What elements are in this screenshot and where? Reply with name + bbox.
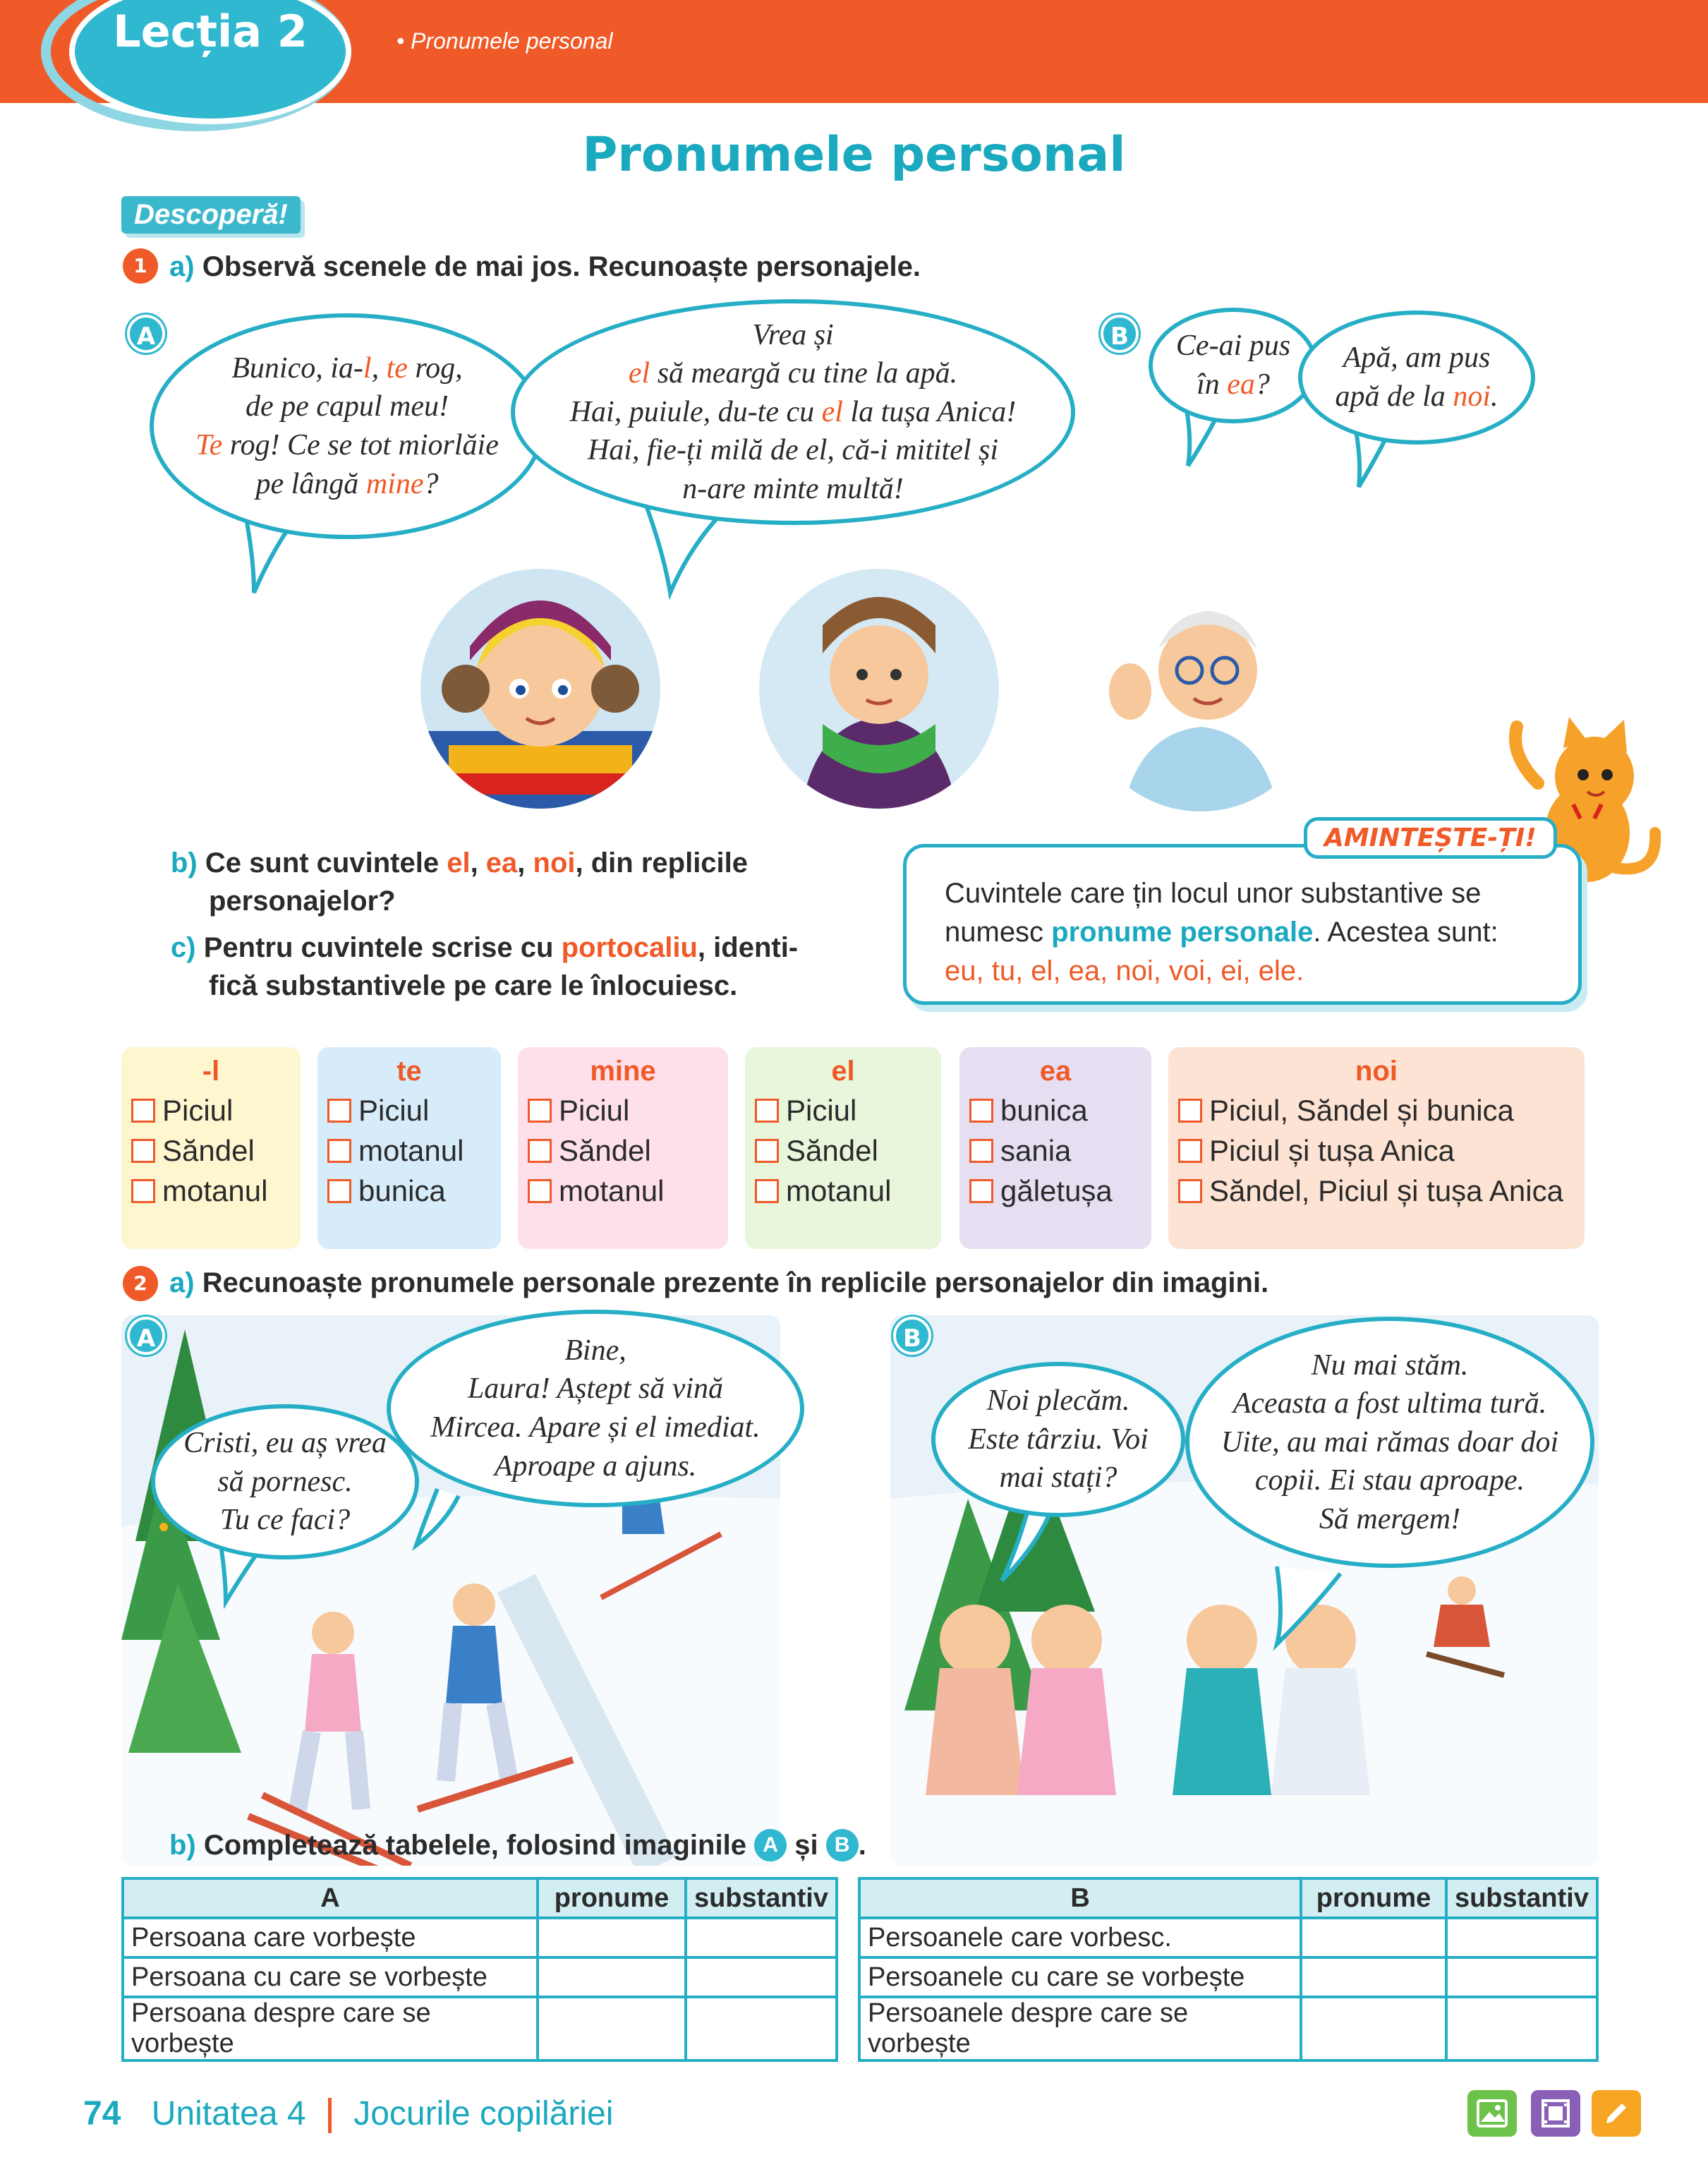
scene-2b-tag: B — [893, 1317, 931, 1355]
option-label: motanul — [162, 1174, 268, 1208]
checkbox[interactable] — [969, 1179, 993, 1203]
speech-bubble-2: Vrea și el să meargă cu tine la apă. Hai, puiule, du-te cu el la tușa Anica! Hai, fie-ți milă de el, că-i mititel și n-are minte multă! — [511, 299, 1075, 525]
exercise-2-number: 2 — [123, 1266, 158, 1301]
option-label: găletușa — [1000, 1174, 1113, 1208]
speech-bubble-b2: Nu mai stăm. Aceasta a fost ultima tură. Uite, au mai rămas doar doi copii. Ei stau aproape. Să mergem! — [1185, 1317, 1594, 1568]
option-item — [969, 1090, 1141, 1130]
option-column — [518, 1047, 728, 1249]
table-b-header-noun: substantiv — [1446, 1878, 1597, 1918]
checkbox[interactable] — [131, 1099, 155, 1123]
scene-b-ref-tag: B — [826, 1829, 859, 1861]
option-item — [528, 1171, 718, 1211]
option-label: Piciul — [358, 1094, 430, 1127]
checkbox[interactable] — [1178, 1179, 1202, 1203]
speech-bubble-3: Ce-ai pus în ea? — [1149, 308, 1318, 423]
option-label: motanul — [559, 1174, 665, 1208]
remember-box: Cuvintele care țin locul unor substantive se numesc pronume personale. Acestea sunt: eu, tu, el, ea, noi, voi, ei, ele. — [903, 844, 1582, 1005]
option-label: Piciul și tușa Anica — [1209, 1134, 1455, 1168]
noun-answer-cell[interactable] — [686, 1918, 837, 1957]
exercise-1b-question: b) Ce sunt cuvintele el, ea, noi, din replicile personajelor? — [171, 847, 749, 917]
checkbox[interactable] — [755, 1179, 779, 1203]
page-number: 74 — [83, 2095, 121, 2132]
film-icon[interactable] — [1531, 2090, 1580, 2137]
option-column — [959, 1047, 1151, 1249]
discover-tag: Descoperă! — [121, 196, 301, 234]
option-column-head: te — [396, 1056, 422, 1087]
table-row: Persoana care vorbește — [123, 1918, 837, 1957]
option-item — [755, 1130, 931, 1171]
option-item — [131, 1130, 291, 1171]
table-b-header-pronoun: pronume — [1301, 1878, 1446, 1918]
pronoun-answer-cell[interactable] — [1301, 1997, 1446, 2060]
table-b-header-label: B — [859, 1878, 1301, 1918]
checkbox[interactable] — [131, 1179, 155, 1203]
option-label: Piciul — [162, 1094, 234, 1127]
option-item — [327, 1171, 491, 1211]
option-column-head: -l — [202, 1056, 220, 1087]
answer-table-b — [858, 1877, 1599, 2062]
option-item — [327, 1090, 491, 1130]
table-row: Persoanele cu care se vorbește — [859, 1957, 1597, 1997]
checkbox[interactable] — [327, 1179, 351, 1203]
noun-answer-cell[interactable] — [1446, 1957, 1597, 1997]
option-label: Săndel — [559, 1134, 651, 1168]
table-row: Persoana cu care se vorbește — [123, 1957, 837, 1997]
pronoun-answer-cell[interactable] — [538, 1997, 686, 2060]
scene-a-tag: A — [127, 315, 165, 353]
option-item — [969, 1130, 1141, 1171]
option-item — [755, 1090, 931, 1130]
scene-a-ref-tag: A — [754, 1829, 787, 1861]
boy-portrait-image — [420, 569, 660, 809]
pronoun-answer-cell[interactable] — [538, 1957, 686, 1997]
option-item — [131, 1171, 291, 1211]
scene-2a-tag: A — [127, 1317, 165, 1355]
option-item — [1178, 1130, 1575, 1171]
noun-answer-cell[interactable] — [686, 1997, 837, 2060]
checkbox[interactable] — [969, 1099, 993, 1123]
option-label: Piciul — [559, 1094, 630, 1127]
table-row: Persoanele care vorbesc. — [859, 1918, 1597, 1957]
option-label: Piciul — [786, 1094, 857, 1127]
option-label: bunica — [1000, 1094, 1088, 1127]
speech-bubble-4: Apă, am pus apă de la noi. — [1298, 310, 1535, 445]
answer-table-a — [121, 1877, 838, 2062]
image-icon[interactable] — [1467, 2090, 1517, 2137]
speech-bubble-a1: Cristi, eu aș vrea să pornesc. Tu ce faci? — [151, 1404, 419, 1559]
checkbox[interactable] — [969, 1139, 993, 1163]
option-column — [1168, 1047, 1585, 1249]
option-label: bunica — [358, 1174, 446, 1208]
speech-bubble-a2: Bine, Laura! Aștept să vină Mircea. Apare și el imediat. Aproape a ajuns. — [387, 1310, 804, 1507]
noun-answer-cell[interactable] — [1446, 1997, 1597, 2060]
speech-bubble-1: Bunico, ia-l, te rog, de pe capul meu! Te rog! Ce se tot miorlăie pe lângă mine? — [150, 313, 545, 539]
speech-bubble-b1: Noi plecăm. Este târziu. Voi mai stați? — [931, 1362, 1185, 1517]
option-item — [528, 1090, 718, 1130]
option-item — [1178, 1090, 1575, 1130]
option-column — [121, 1047, 301, 1249]
option-item — [969, 1171, 1141, 1211]
option-column — [317, 1047, 501, 1249]
option-item — [131, 1090, 291, 1130]
option-label: Piciul, Săndel și bunica — [1209, 1094, 1514, 1127]
scene-b-tag: B — [1101, 315, 1139, 353]
option-label: Săndel, Piciul și tușa Anica — [1209, 1174, 1563, 1208]
header-topic: • Pronumele personal — [396, 28, 613, 54]
checkbox[interactable] — [1178, 1139, 1202, 1163]
option-label: Săndel — [786, 1134, 878, 1168]
option-label: sania — [1000, 1134, 1072, 1168]
checkbox[interactable] — [528, 1139, 552, 1163]
option-item — [1178, 1171, 1575, 1211]
exercise-2b-instruction: b) Completează tabelele, folosind imaginile A și B . — [169, 1829, 866, 1861]
table-row: Persoana despre care se vorbește — [123, 1997, 837, 2060]
grandmother-portrait-image — [1081, 572, 1321, 811]
option-column-head: el — [831, 1056, 855, 1087]
option-label: Săndel — [162, 1134, 255, 1168]
page-footer — [83, 2094, 613, 2133]
pronoun-answer-cell[interactable] — [538, 1918, 686, 1957]
remember-tag: AMINTEȘTE-ȚI! — [1304, 817, 1557, 859]
exercise-1-number: 1 — [123, 248, 158, 284]
checkbox[interactable] — [755, 1139, 779, 1163]
pronoun-answer-cell[interactable] — [1301, 1957, 1446, 1997]
option-label: motanul — [358, 1134, 464, 1168]
option-item — [755, 1171, 931, 1211]
lesson-badge — [41, 0, 364, 138]
option-item — [327, 1130, 491, 1171]
option-column-head: ea — [1039, 1056, 1072, 1087]
option-label: motanul — [786, 1174, 892, 1208]
pronoun-answer-cell[interactable] — [1301, 1918, 1446, 1957]
bubble-b2-tail — [1263, 1559, 1347, 1651]
checkbox[interactable] — [528, 1179, 552, 1203]
noun-answer-cell[interactable] — [1446, 1918, 1597, 1957]
table-a-header-label: A — [123, 1878, 538, 1918]
checkbox[interactable] — [327, 1099, 351, 1123]
checkbox[interactable] — [528, 1099, 552, 1123]
checkbox[interactable] — [1178, 1099, 1202, 1123]
unit-label: Unitatea 4 — [151, 2095, 306, 2132]
option-column — [745, 1047, 941, 1249]
checkbox[interactable] — [327, 1139, 351, 1163]
exercise-2a-instruction: a) Recunoaște pronumele personale prezente în replicile personajelor din imagini. — [169, 1267, 1269, 1298]
option-item — [528, 1130, 718, 1171]
aunt-portrait-image — [759, 569, 999, 809]
table-row: Persoanele despre care se vorbește — [859, 1997, 1597, 2060]
exercise-1c-question: c) Pentru cuvintele scrise cu portocaliu, identi- fică substantivele pe care le înlocuiesc. — [171, 932, 799, 1001]
table-a-header-noun: substantiv — [686, 1878, 837, 1918]
noun-answer-cell[interactable] — [686, 1957, 837, 1997]
lesson-title: Lecția 2 — [113, 6, 308, 57]
pencil-icon[interactable] — [1592, 2090, 1641, 2137]
option-column-head: noi — [1355, 1056, 1398, 1087]
checkbox[interactable] — [755, 1099, 779, 1123]
page-title: Pronumele personal — [582, 127, 1126, 183]
table-a-header-pronoun: pronume — [538, 1878, 686, 1918]
exercise-1a-instruction: a) Observă scenele de mai jos. Recunoaște personajele. — [169, 251, 921, 282]
checkbox[interactable] — [131, 1139, 155, 1163]
option-column-head: mine — [590, 1056, 656, 1087]
chapter-label: Jocurile copilăriei — [353, 2095, 614, 2132]
